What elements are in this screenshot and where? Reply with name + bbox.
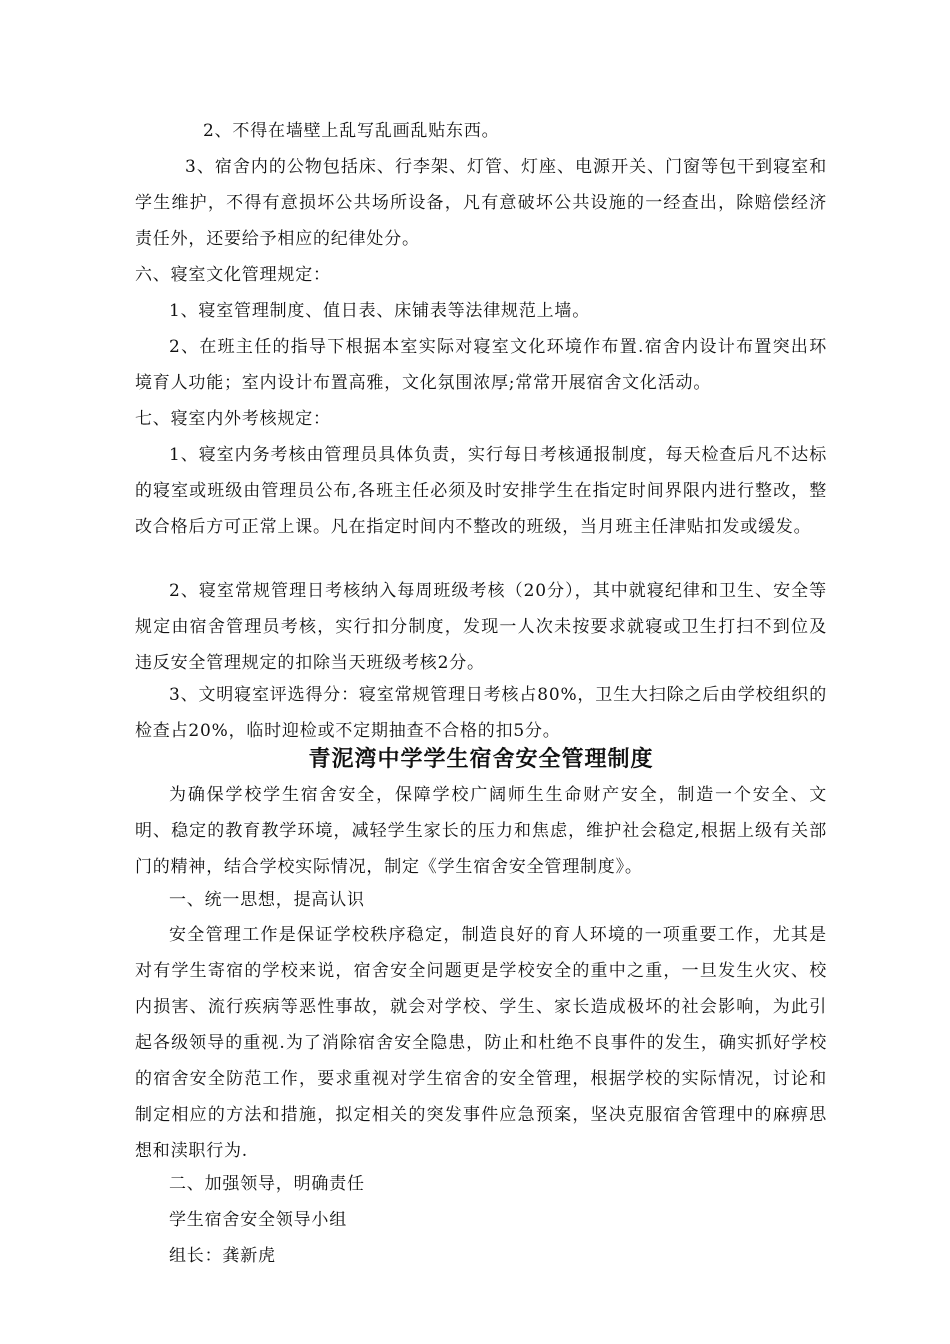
section-heading-1: 一、统一思想，提高认识: [169, 890, 365, 910]
culture-rule-1: 1、寝室管理制度、值日表、床铺表等法律规范上墙。: [169, 301, 591, 321]
leadership-group-label: 学生宿舍安全领导小组: [169, 1210, 347, 1230]
rule-item-3-public-property: 3、宿舍内的公物包括床、行李架、灯管、灯座、电源开关、门窗等包干到寝室和学生维护，不得有意损坏公共场所设备，凡有意破坏公共设施的一经查出，除赔偿经济责任外，还要给予相应的纪律处分。: [135, 157, 827, 249]
assessment-rule-2: 2、寝室常规管理日考核纳入每周班级考核（20分），其中就寝纪律和卫生、安全等规定由宿舍管理员考核，实行扣分制度，发现一人次未按要求就寝或卫生打扫不到位及违反安全管理规定的扣除当天班级考核2分。: [135, 581, 827, 673]
intro-paragraph: 为确保学校学生宿舍安全，保障学校广阔师生生命财产安全，制造一个安全、文明、稳定的教育教学环境，减轻学生家长的压力和焦虑，维护社会稳定,根据上级有关部门的精神，结合学校实际情况，制定《学生宿舍安全管理制度》。: [135, 785, 827, 877]
rule-item-2-no-graffiti: 2、不得在墙壁上乱写乱画乱贴东西。: [203, 121, 500, 141]
section-heading-6: 六、寝室文化管理规定：: [135, 265, 331, 285]
assessment-rule-3: 3、文明寝室评选得分：寝室常规管理日考核占80%，卫生大扫除之后由学校组织的检查占20%，临时迎检或不定期抽查不合格的扣5分。: [135, 685, 827, 741]
section-1-body: 安全管理工作是保证学校秩序稳定，制造良好的育人环境的一项重要工作，尤其是对有学生寄宿的学校来说，宿舍安全问题更是学校安全的重中之重，一旦发生火灾、校内损害、流行疾病等恶性事故，就会对学校、学生、家长造成极坏的社会影响，为此引起各级领导的重视.为了消除宿舍安全隐患，防止和杜绝不良事件的发生，确实抓好学校的宿舍安全防范工作，要求重视对学生宿舍的安全管理，根据学校的实际情况，讨论和制定相应的方法和措施，拟定相关的突发事件应急预案，坚决克服宿舍管理中的麻痹思想和渎职行为.: [135, 925, 827, 1161]
assessment-rule-1: 1、寝室内务考核由管理员具体负责，实行每日考核通报制度，每天检查后凡不达标的寝室或班级由管理员公布,各班主任必须及时安排学生在指定时间界限内进行整改，整改合格后方可正常上课。凡在指定时间内不整改的班级，当月班主任津贴扣发或缓发。: [135, 445, 827, 537]
document-title: 青泥湾中学学生宿舍安全管理制度: [308, 747, 654, 772]
culture-rule-2: 2、在班主任的指导下根据本室实际对寝室文化环境作布置.宿舍内设计布置突出环境育人功能；室内设计布置高雅，文化氛围浓厚;常常开展宿舍文化活动。: [135, 337, 827, 393]
section-heading-7: 七、寝室内外考核规定：: [135, 409, 331, 429]
section-heading-2: 二、加强领导，明确责任: [169, 1174, 365, 1194]
group-leader-line: 组长：龚新虎: [169, 1246, 276, 1266]
